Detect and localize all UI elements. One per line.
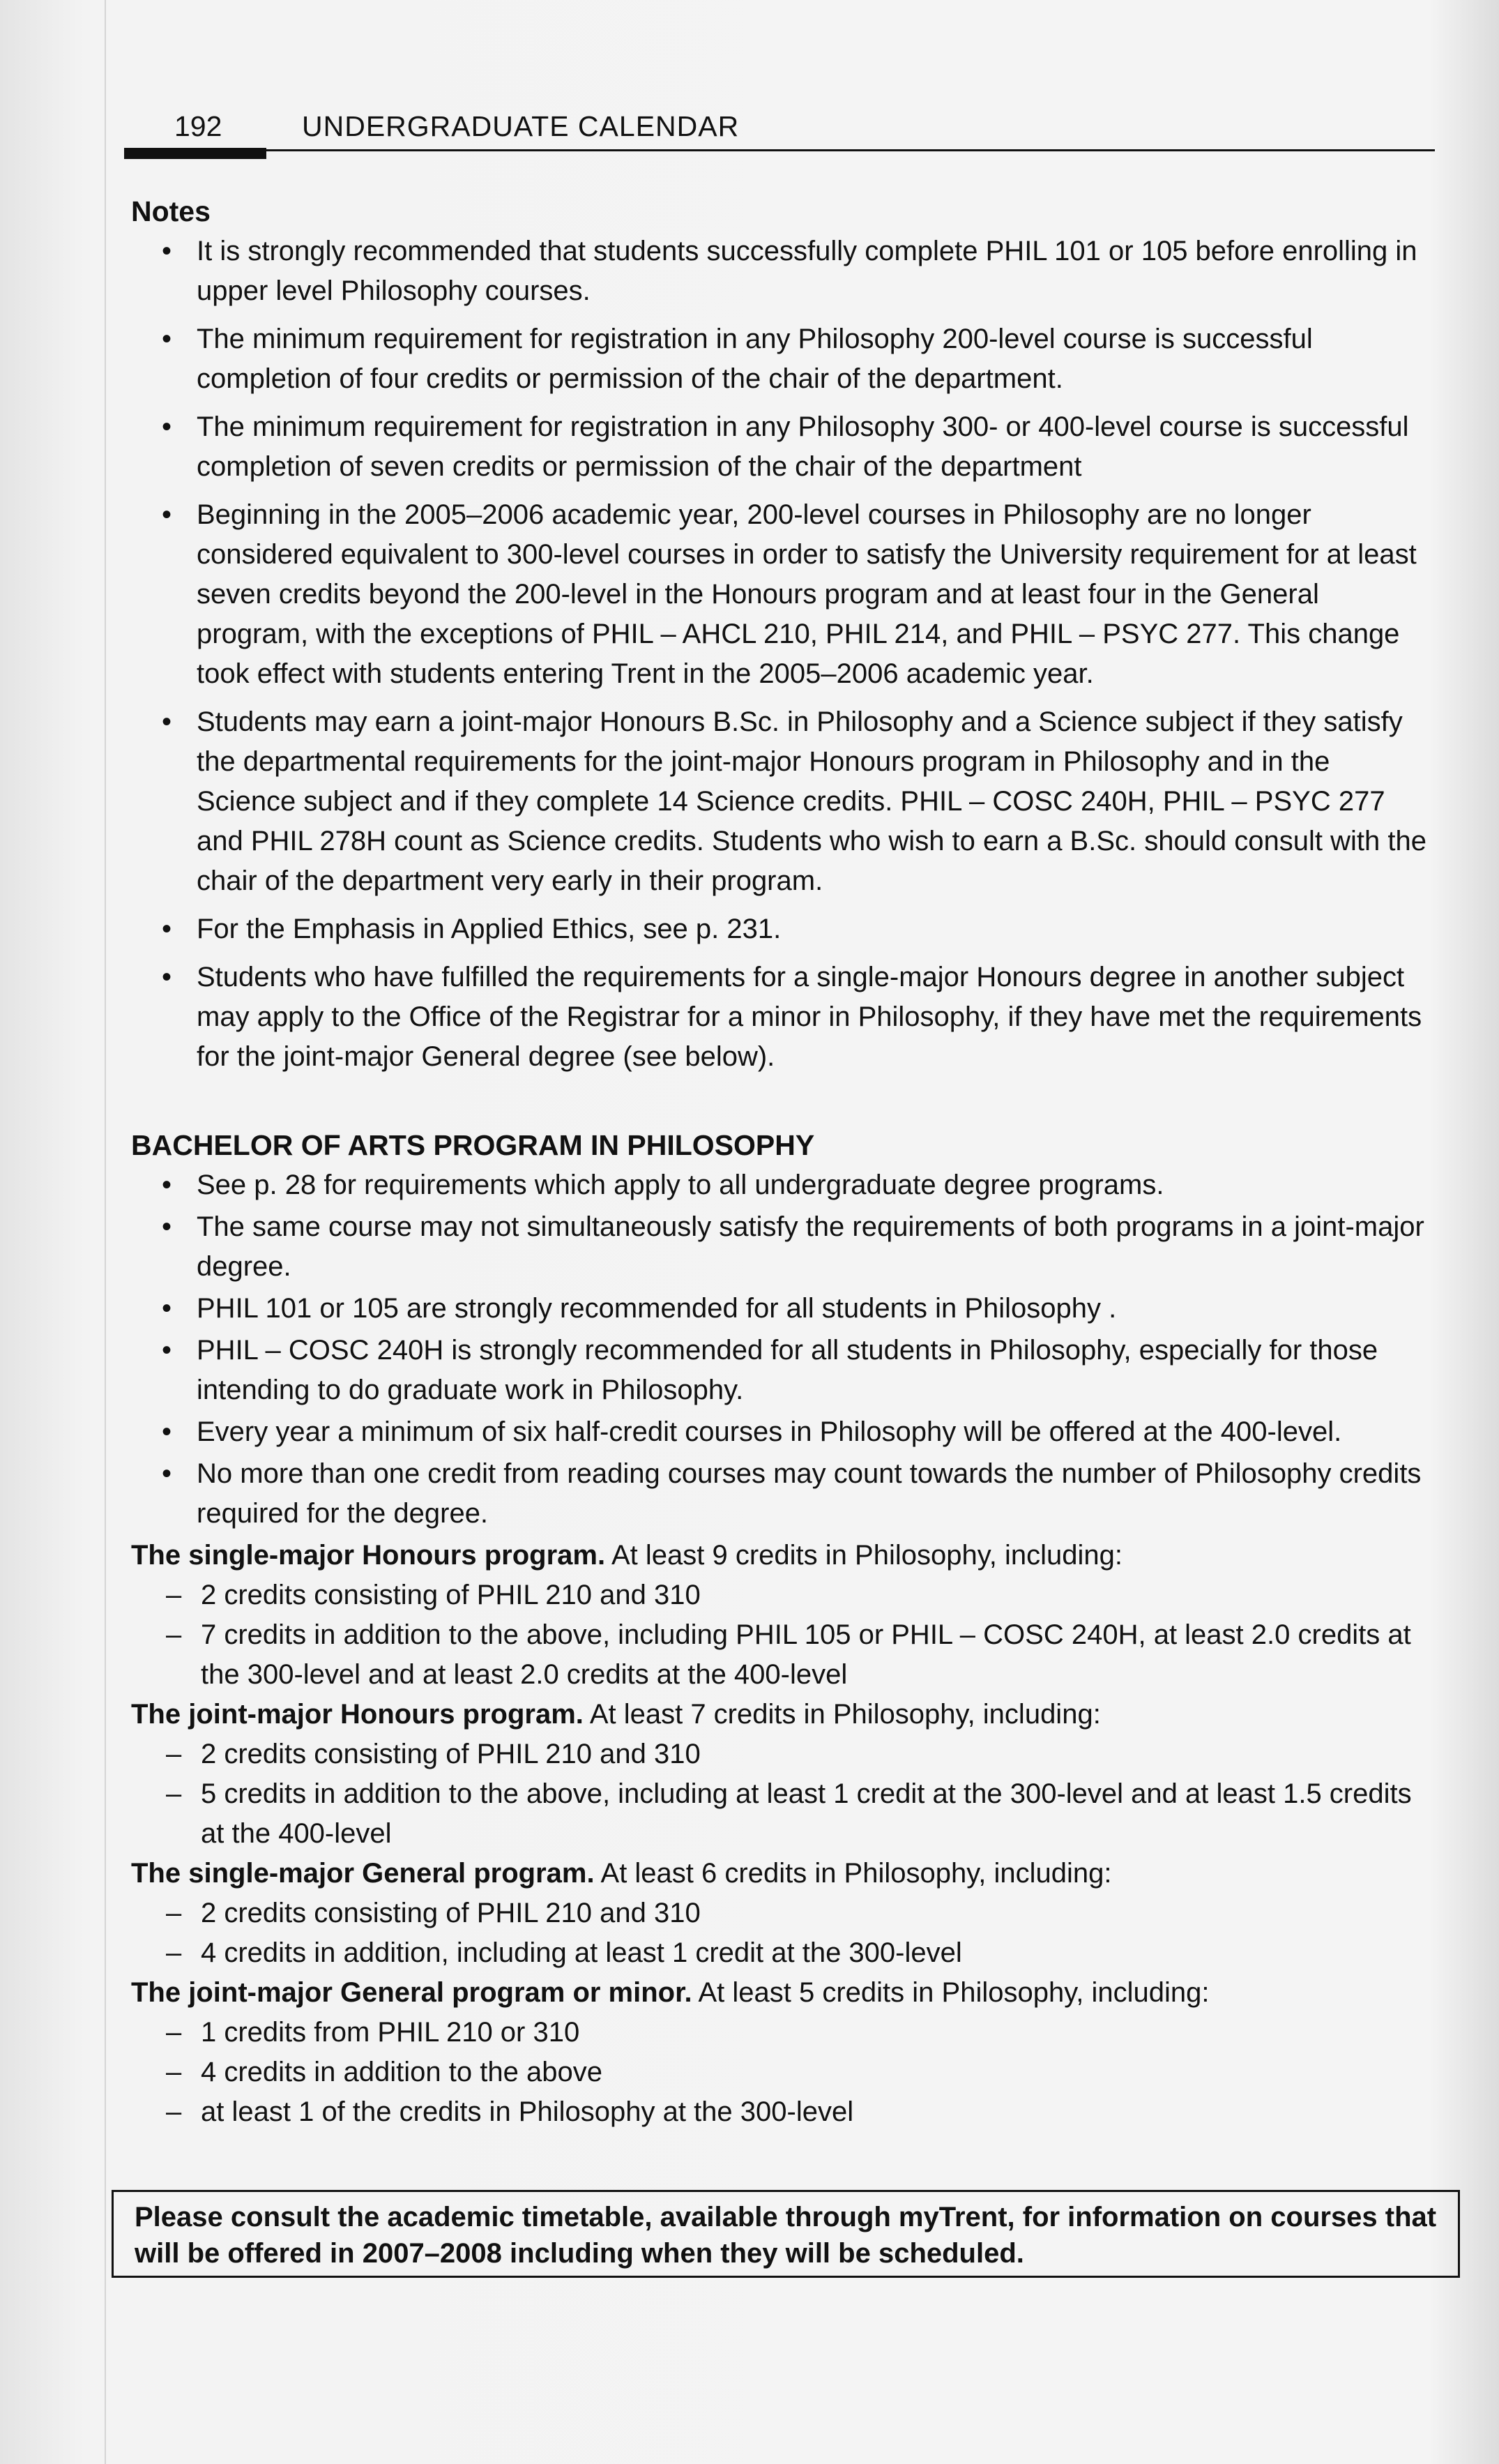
requirement-list bbox=[131, 2013, 1431, 2132]
list-item: • The same course may not simultaneously satisfy the requirements of both programs in a joint-major degree. bbox=[131, 1207, 1431, 1287]
header-rule bbox=[124, 149, 1435, 151]
requirement-item: – 2 credits consisting of PHIL 210 and 310 bbox=[131, 1734, 1431, 1774]
ba-program-list bbox=[131, 1165, 1431, 1534]
list-item: • It is strongly recommended that students successfully complete PHIL 101 or 105 before enrolling in upper level Philosophy courses. bbox=[131, 232, 1431, 311]
program-summary: At least 7 credits in Philosophy, including: bbox=[583, 1699, 1101, 1730]
binding-shadow bbox=[105, 0, 106, 2464]
program-single-general bbox=[131, 1854, 1431, 1894]
requirement-item: – 2 credits consisting of PHIL 210 and 310 bbox=[131, 1894, 1431, 1933]
list-item: • Beginning in the 2005–2006 academic year, 200-level courses in Philosophy are no longer considered equivalent to 300-level courses in order to satisfy the University requirement for at least seven credits beyond the 200-level in the Honours program and at least four in the General program, with the exceptions of PHIL – AHCL 210, PHIL 214, and PHIL – PSYC 277. This change took effect with students entering Trent in the 2005–2006 academic year. bbox=[131, 495, 1431, 694]
calendar-title: UNDERGRADUATE CALENDAR bbox=[302, 110, 740, 142]
timetable-notice-box bbox=[112, 2190, 1460, 2278]
program-single-honours bbox=[131, 1536, 1431, 1575]
notes-heading: Notes bbox=[131, 195, 211, 227]
requirement-item: – at least 1 of the credits in Philosophy at the 300-level bbox=[131, 2092, 1431, 2132]
list-item: • See p. 28 for requirements which apply to all undergraduate degree programs. bbox=[131, 1165, 1431, 1205]
program-title: The single-major General program. bbox=[131, 1858, 595, 1889]
program-joint-general bbox=[131, 1973, 1431, 2013]
requirement-item: – 2 credits consisting of PHIL 210 and 310 bbox=[131, 1575, 1431, 1615]
requirement-item: – 4 credits in addition, including at least 1 credit at the 300-level bbox=[131, 1933, 1431, 1973]
list-item: • PHIL 101 or 105 are strongly recommended for all students in Philosophy . bbox=[131, 1289, 1431, 1329]
requirement-item: – 4 credits in addition to the above bbox=[131, 2053, 1431, 2092]
requirement-item: – 5 credits in addition to the above, including at least 1 credit at the 300-level and at least 1.5 credits at the 400-level bbox=[131, 1774, 1431, 1854]
page-number: 192 bbox=[174, 110, 222, 142]
program-title: The single-major Honours program. bbox=[131, 1540, 606, 1571]
program-summary: At least 5 credits in Philosophy, including: bbox=[692, 1977, 1210, 2008]
requirement-list bbox=[131, 1894, 1431, 1973]
list-item: • No more than one credit from reading courses may count towards the number of Philosophy credits required for the degree. bbox=[131, 1454, 1431, 1534]
program-summary: At least 9 credits in Philosophy, including: bbox=[605, 1540, 1123, 1571]
ba-program-heading: BACHELOR OF ARTS PROGRAM IN PHILOSOPHY bbox=[131, 1129, 815, 1161]
requirement-item: – 7 credits in addition to the above, including PHIL 105 or PHIL – COSC 240H, at least 2.0 credits at the 300-level and at least 2.0 credits at the 400-level bbox=[131, 1615, 1431, 1695]
program-joint-honours bbox=[131, 1695, 1431, 1734]
program-title: The joint-major General program or minor. bbox=[131, 1977, 692, 2008]
list-item: • Students may earn a joint-major Honours B.Sc. in Philosophy and a Science subject if they satisfy the departmental requirements for the joint-major Honours program in Philosophy and in the Science subject and if they complete 14 Science credits. PHIL – COSC 240H, PHIL – PSYC 277 and PHIL 278H count as Science credits. Students who wish to earn a B.Sc. should consult with the chair of the department very early in their program. bbox=[131, 702, 1431, 901]
list-item: • Every year a minimum of six half-credit courses in Philosophy will be offered at the 400-level. bbox=[131, 1412, 1431, 1452]
list-item: • The minimum requirement for registration in any Philosophy 300- or 400-level course is successful completion of seven credits or permission of the chair of the department bbox=[131, 407, 1431, 487]
notes-list bbox=[131, 232, 1431, 1077]
list-item: • PHIL – COSC 240H is strongly recommended for all students in Philosophy, especially for those intending to do graduate work in Philosophy. bbox=[131, 1331, 1431, 1410]
program-summary: At least 6 credits in Philosophy, including: bbox=[594, 1858, 1112, 1889]
list-item: • Students who have fulfilled the requirements for a single-major Honours degree in another subject may apply to the Office of the Registrar for a minor in Philosophy, if they have met the requirements for the joint-major General degree (see below). bbox=[131, 958, 1431, 1077]
list-item: • The minimum requirement for registration in any Philosophy 200-level course is successful completion of four credits or permission of the chair of the department. bbox=[131, 319, 1431, 399]
requirement-list bbox=[131, 1575, 1431, 1695]
requirement-list bbox=[131, 1734, 1431, 1854]
list-item: • For the Emphasis in Applied Ethics, see p. 231. bbox=[131, 909, 1431, 949]
header-rule-accent bbox=[124, 148, 266, 159]
requirement-item: – 1 credits from PHIL 210 or 310 bbox=[131, 2013, 1431, 2053]
program-title: The joint-major Honours program. bbox=[131, 1699, 584, 1730]
page-content bbox=[131, 192, 1431, 2132]
timetable-notice-text: Please consult the academic timetable, available through myTrent, for information on courses that will be offered in 2007–2008 including when they will be scheduled. bbox=[135, 2202, 1437, 2269]
